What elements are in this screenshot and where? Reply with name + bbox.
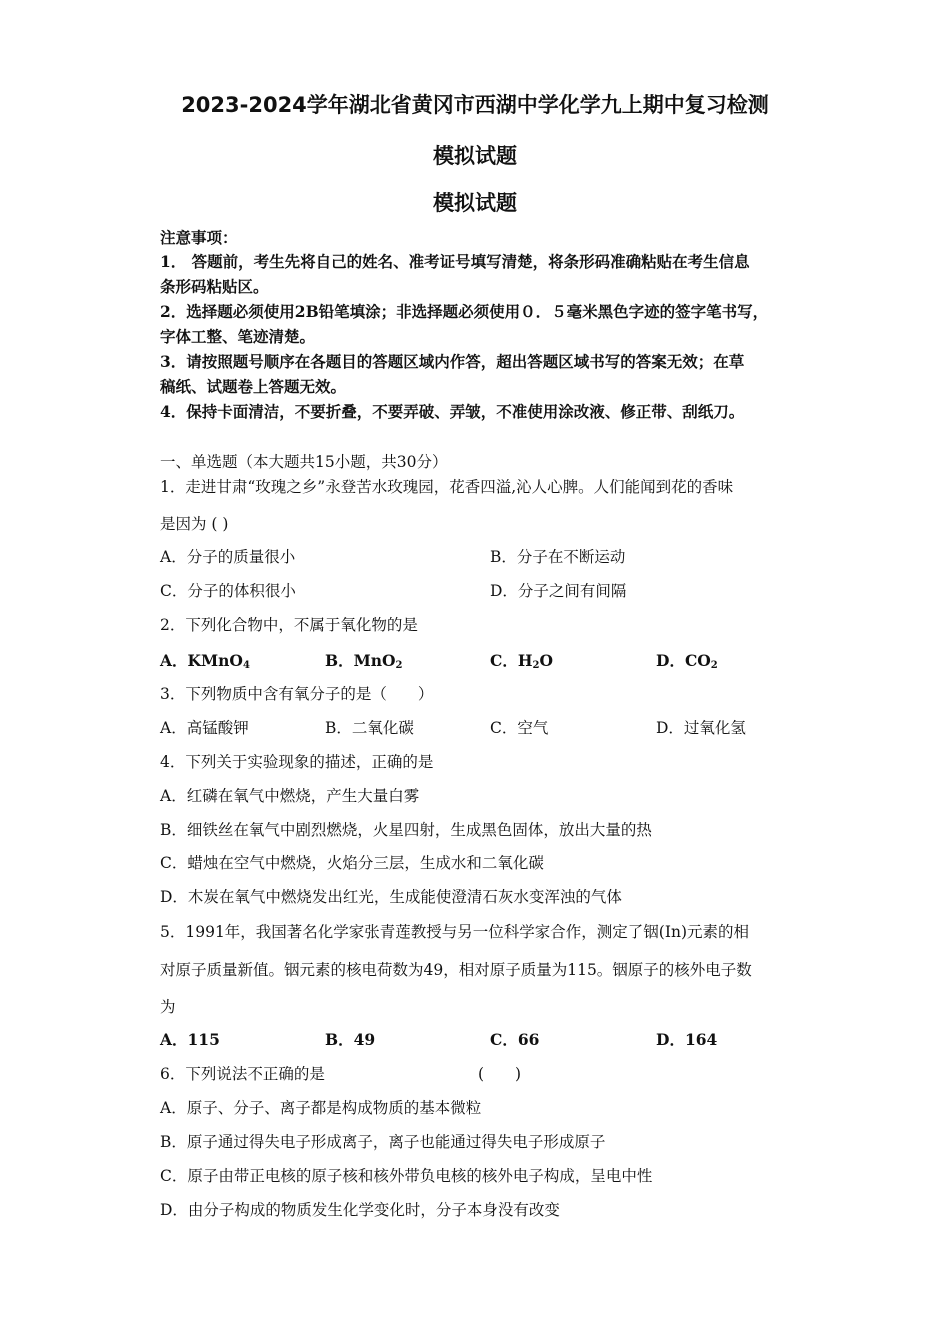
q6-option-a: A．原子、分子、离子都是构成物质的基本微粒 xyxy=(160,1099,482,1117)
q1-option-c: C．分子的体积很小 xyxy=(160,582,296,600)
q2-option-a-sub: 4 xyxy=(242,660,250,671)
q3-option-c: C．空气 xyxy=(490,719,549,737)
q2-option-b xyxy=(325,651,403,676)
notice-item-1b: 条形码粘贴区。 xyxy=(160,277,269,296)
q6-answer-paren: ( ) xyxy=(478,1065,522,1083)
q5-option-b: B．49 xyxy=(325,1030,376,1049)
q2-option-d xyxy=(656,651,718,676)
notice-item-2a: 2．选择题必须使用2B铅笔填涂；非选择题必须使用０．５毫米黑色字迹的签字笔书写， xyxy=(160,302,769,321)
q1-option-d: D．分子之间有间隔 xyxy=(490,582,627,600)
q2-option-d-text: D．CO xyxy=(656,651,711,670)
q1-option-b: B．分子在不断运动 xyxy=(490,548,626,566)
section-heading: 一、单选题（本大题共15小题，共30分） xyxy=(160,453,448,471)
q2-option-c xyxy=(490,651,553,676)
q2-option-c-text: C．H xyxy=(490,651,533,670)
q4-option-c: C．蜡烛在空气中燃烧，火焰分三层，生成水和二氧化碳 xyxy=(160,854,544,872)
notice-item-3a: 3．请按照题号顺序在各题目的答题区域内作答，超出答题区域书写的答案无效；在草 xyxy=(160,352,745,371)
q4-option-a: A．红磷在氧气中燃烧，产生大量白雾 xyxy=(160,787,420,805)
q1-option-a: A．分子的质量很小 xyxy=(160,548,296,566)
exam-title-line1: 2023-2024学年湖北省黄冈市西湖中学化学九上期中复习检测 xyxy=(181,93,769,117)
q3-option-a: A．高锰酸钾 xyxy=(160,719,249,737)
q3-option-b: B．二氧化碳 xyxy=(325,719,414,737)
q2-option-b-sub: 2 xyxy=(395,660,403,671)
notice-item-1a: 1． 答题前，考生先将自己的姓名、准考证号填写清楚，将条形码准确粘贴在考生信息 xyxy=(160,252,750,271)
q6-option-d: D．由分子构成的物质发生化学变化时，分子本身没有改变 xyxy=(160,1201,560,1219)
q2-stem: 2．下列化合物中，不属于氧化物的是 xyxy=(160,616,418,634)
notice-heading: 注意事项： xyxy=(160,228,238,247)
notice-item-4: 4．保持卡面清洁，不要折叠，不要弄破、弄皱，不准使用涂改液、修正带、刮纸刀。 xyxy=(160,402,745,421)
notice-item-3b: 稿纸、试题卷上答题无效。 xyxy=(160,377,347,396)
q6-option-b: B．原子通过得失电子形成离子，离子也能通过得失电子形成原子 xyxy=(160,1133,606,1151)
q6-stem: 6．下列说法不正确的是 xyxy=(160,1065,325,1083)
q2-option-a xyxy=(160,651,250,676)
q3-option-d: D．过氧化氢 xyxy=(656,719,746,737)
q5-option-c: C．66 xyxy=(490,1030,540,1049)
q4-option-d: D．木炭在氧气中燃烧发出红光，生成能使澄清石灰水变浑浊的气体 xyxy=(160,888,622,906)
q4-option-b: B．细铁丝在氧气中剧烈燃烧，火星四射，生成黑色固体，放出大量的热 xyxy=(160,821,652,839)
exam-title-line2: 模拟试题 xyxy=(433,144,517,168)
q5-stem-b: 对原子质量新值。铟元素的核电荷数为49，相对原子质量为115。铟原子的核外电子数 xyxy=(160,961,752,979)
q2-option-c-sub: 2 xyxy=(532,660,540,671)
q5-option-d: D．164 xyxy=(656,1030,718,1049)
q5-option-a: A．115 xyxy=(160,1030,220,1049)
q5-stem-c: 为 xyxy=(160,998,176,1016)
q6-option-c: C．原子由带正电核的原子核和核外带负电核的核外电子构成，呈电中性 xyxy=(160,1167,653,1185)
exam-title-line3: 模拟试题 xyxy=(433,191,517,215)
q2-option-a-text: A．KMnO xyxy=(160,651,243,670)
notice-item-2b: 字体工整、笔迹清楚。 xyxy=(160,327,316,346)
q5-stem-a: 5．1991年，我国著名化学家张青莲教授与另一位科学家合作，测定了铟(In)元素的相 xyxy=(160,923,750,941)
q2-option-b-text: B．MnO xyxy=(325,651,396,670)
q2-option-d-sub: 2 xyxy=(710,660,718,671)
q2-option-c-suffix: O xyxy=(539,651,553,670)
q1-stem-b: 是因为 ( ) xyxy=(160,515,229,533)
q1-stem-a: 1．走进甘肃“玫瑰之乡”永登苦水玫瑰园，花香四溢,沁人心脾。人们能闻到花的香味 xyxy=(160,478,734,496)
q3-stem: 3．下列物质中含有氧分子的是（ ） xyxy=(160,685,434,703)
q4-stem: 4．下列关于实验现象的描述，正确的是 xyxy=(160,753,434,771)
